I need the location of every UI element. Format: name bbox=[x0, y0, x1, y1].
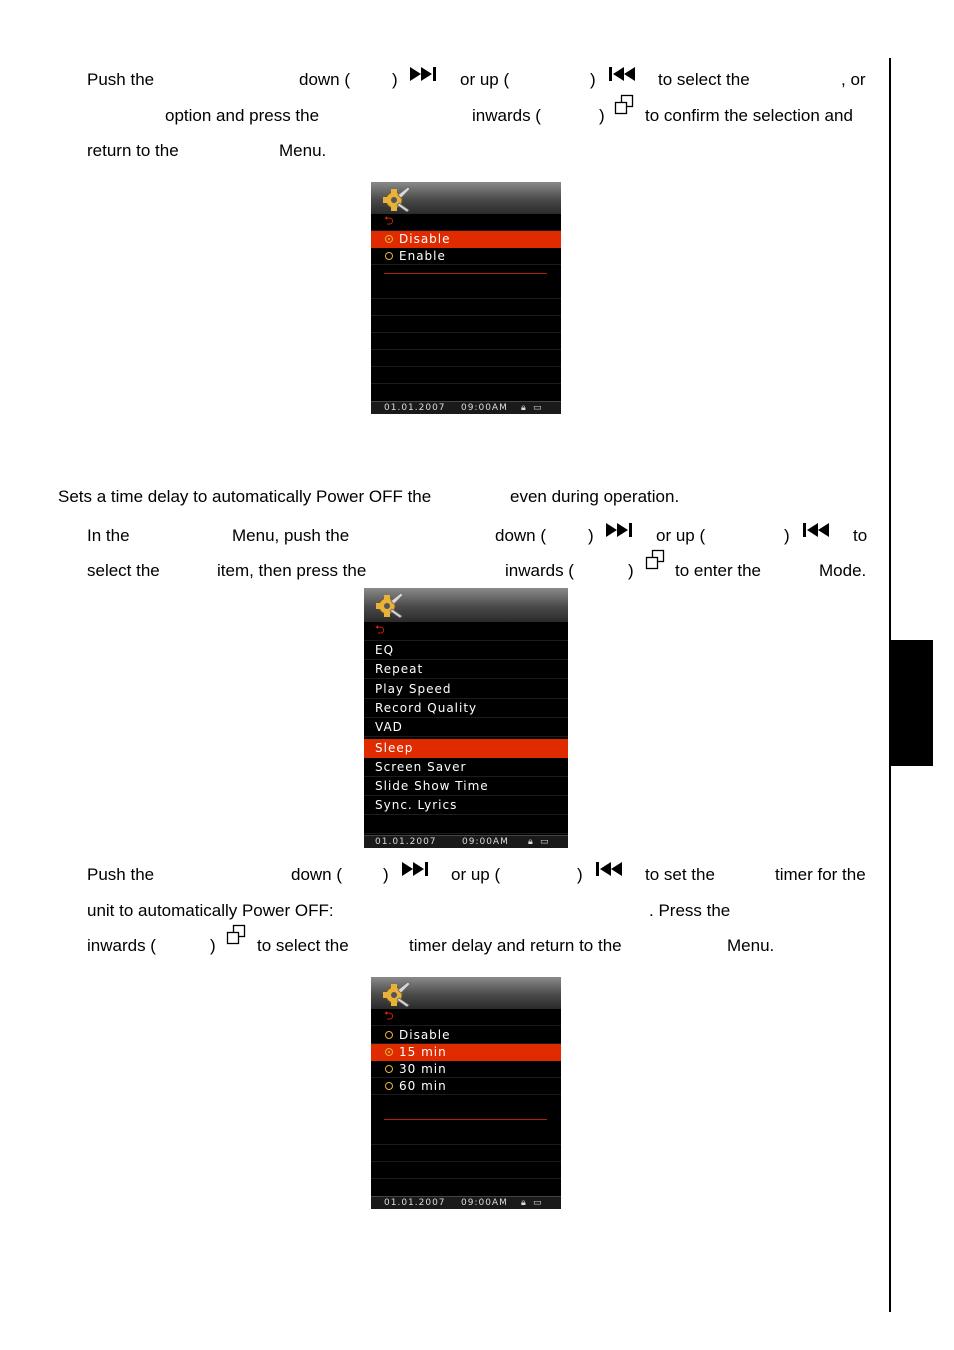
settings-gear-icon bbox=[376, 592, 404, 618]
menu-item-label: EQ bbox=[375, 643, 395, 657]
option-disable[interactable] bbox=[371, 1027, 561, 1044]
option-label: Disable bbox=[399, 1028, 451, 1042]
text: to bbox=[853, 526, 868, 545]
text: to confirm the selection and bbox=[645, 106, 853, 125]
radio-icon bbox=[385, 1031, 393, 1039]
back-row[interactable] bbox=[371, 1009, 561, 1026]
previous-icon bbox=[609, 67, 637, 83]
empty-row bbox=[371, 316, 561, 333]
radio-icon bbox=[385, 252, 393, 260]
previous-icon bbox=[803, 523, 831, 539]
option-enable[interactable] bbox=[371, 248, 561, 265]
screen-header bbox=[371, 977, 561, 1009]
text: ) bbox=[383, 865, 389, 884]
text: . Press the bbox=[649, 901, 731, 920]
menu-item-repeat[interactable] bbox=[364, 660, 568, 679]
option-label: 15 min bbox=[399, 1045, 447, 1059]
menu-item-sleep[interactable] bbox=[364, 739, 568, 758]
text: inwards ( bbox=[472, 106, 541, 125]
option-label: 30 min bbox=[399, 1062, 447, 1076]
text: item, then press the bbox=[217, 561, 367, 580]
text: Push the bbox=[87, 865, 155, 884]
radio-selected-icon bbox=[385, 235, 393, 243]
divider bbox=[384, 1119, 547, 1120]
divider bbox=[384, 273, 547, 274]
text: return to the bbox=[87, 141, 179, 160]
back-row[interactable] bbox=[371, 214, 561, 231]
battery-icon: ▭ bbox=[533, 1198, 543, 1208]
menu-item-record-quality[interactable] bbox=[364, 699, 568, 718]
status-date: 01.01.2007 bbox=[375, 837, 437, 847]
menu-item-label: Slide Show Time bbox=[375, 779, 489, 793]
status-bar bbox=[364, 835, 568, 848]
empty-row bbox=[371, 299, 561, 316]
text: ) bbox=[628, 561, 634, 580]
radio-selected-icon bbox=[385, 1048, 393, 1056]
text: to set the bbox=[645, 865, 715, 884]
status-date: 01.01.2007 bbox=[384, 1198, 446, 1208]
text: Push the bbox=[87, 70, 155, 89]
chapter-tab bbox=[891, 640, 933, 766]
empty-row bbox=[364, 815, 568, 834]
text: ) bbox=[590, 70, 596, 89]
text: , or bbox=[841, 70, 866, 89]
lock-icon: 🔒︎ bbox=[528, 837, 534, 847]
menu-item-label: Sync. Lyrics bbox=[375, 798, 458, 812]
option-60-min[interactable] bbox=[371, 1078, 561, 1095]
return-arrow-icon: ⮌ bbox=[375, 622, 386, 637]
text: inwards ( bbox=[505, 561, 574, 580]
text: or up ( bbox=[656, 526, 706, 545]
lock-icon: 🔒︎ bbox=[521, 1198, 527, 1208]
lock-icon: 🔒︎ bbox=[521, 403, 527, 413]
menu-item-label: VAD bbox=[375, 720, 403, 734]
text: In the bbox=[87, 526, 130, 545]
text: option and press the bbox=[165, 106, 320, 125]
device-screen-sleep-timer bbox=[371, 977, 561, 1209]
text: ) bbox=[588, 526, 594, 545]
radio-icon bbox=[385, 1065, 393, 1073]
menu-item-label: Repeat bbox=[375, 662, 424, 676]
empty-row bbox=[371, 1128, 561, 1145]
text: to enter the bbox=[675, 561, 762, 580]
option-label: Enable bbox=[399, 249, 446, 263]
text: Mode. bbox=[819, 561, 867, 580]
screen-header bbox=[364, 588, 568, 622]
text: inwards ( bbox=[87, 936, 156, 955]
empty-row bbox=[371, 1162, 561, 1179]
menu-item-vad[interactable] bbox=[364, 718, 568, 737]
option-label: Disable bbox=[399, 232, 451, 246]
empty-row bbox=[371, 282, 561, 299]
back-row[interactable] bbox=[364, 622, 568, 641]
option-disable[interactable] bbox=[371, 231, 561, 248]
empty-row bbox=[371, 1145, 561, 1162]
option-15-min[interactable] bbox=[371, 1044, 561, 1061]
text: ) bbox=[599, 106, 605, 125]
text: to select the bbox=[658, 70, 750, 89]
device-screen-settings-menu bbox=[364, 588, 568, 848]
next-icon bbox=[606, 523, 634, 539]
text: select the bbox=[87, 561, 160, 580]
option-label: 60 min bbox=[399, 1079, 447, 1093]
next-icon bbox=[410, 67, 438, 83]
menu-item-slide-show-time[interactable] bbox=[364, 777, 568, 796]
confirm-icon bbox=[614, 94, 636, 116]
menu-item-label: Play Speed bbox=[375, 682, 452, 696]
return-arrow-icon: ⮌ bbox=[384, 213, 395, 228]
battery-icon: ▭ bbox=[540, 837, 550, 847]
previous-icon bbox=[596, 862, 624, 878]
status-date: 01.01.2007 bbox=[384, 403, 446, 413]
settings-gear-icon bbox=[383, 981, 411, 1007]
radio-icon bbox=[385, 1082, 393, 1090]
text: Menu, push the bbox=[232, 526, 350, 545]
text: down ( bbox=[291, 865, 343, 884]
menu-item-label: Screen Saver bbox=[375, 760, 467, 774]
text: ) bbox=[392, 70, 398, 89]
text: down ( bbox=[299, 70, 351, 89]
settings-gear-icon bbox=[383, 186, 411, 212]
status-time: 09:00AM bbox=[462, 837, 509, 847]
text: even during operation. bbox=[510, 487, 680, 506]
menu-item-sync-lyrics[interactable] bbox=[364, 796, 568, 815]
text: timer delay and return to the bbox=[409, 936, 622, 955]
status-bar bbox=[371, 1196, 561, 1209]
empty-row bbox=[371, 367, 561, 384]
text: unit to automatically Power OFF: bbox=[87, 901, 334, 920]
device-screen-option bbox=[371, 182, 561, 414]
empty-row bbox=[371, 333, 561, 350]
menu-item-play-speed[interactable] bbox=[364, 680, 568, 699]
battery-icon: ▭ bbox=[533, 403, 543, 413]
text: or up ( bbox=[460, 70, 510, 89]
text: ) bbox=[210, 936, 216, 955]
next-icon bbox=[402, 862, 430, 878]
text: timer for the bbox=[775, 865, 866, 884]
status-bar bbox=[371, 401, 561, 414]
text: Sets a time delay to automatically Power OFF the bbox=[58, 487, 432, 506]
return-arrow-icon: ⮌ bbox=[384, 1008, 395, 1023]
menu-item-eq[interactable] bbox=[364, 641, 568, 660]
screen-header bbox=[371, 182, 561, 214]
text: Menu. bbox=[279, 141, 327, 160]
text: to select the bbox=[257, 936, 349, 955]
confirm-icon bbox=[645, 549, 667, 571]
empty-row bbox=[371, 350, 561, 367]
option-30-min[interactable] bbox=[371, 1061, 561, 1078]
menu-item-label: Record Quality bbox=[375, 701, 478, 715]
text: or up ( bbox=[451, 865, 501, 884]
text: Menu. bbox=[727, 936, 775, 955]
confirm-icon bbox=[226, 924, 248, 946]
text: ) bbox=[784, 526, 790, 545]
status-time: 09:00AM bbox=[461, 403, 508, 413]
text: down ( bbox=[495, 526, 547, 545]
menu-item-screen-saver[interactable] bbox=[364, 758, 568, 777]
text: ) bbox=[577, 865, 583, 884]
status-time: 09:00AM bbox=[461, 1198, 508, 1208]
menu-item-label: Sleep bbox=[375, 741, 414, 755]
